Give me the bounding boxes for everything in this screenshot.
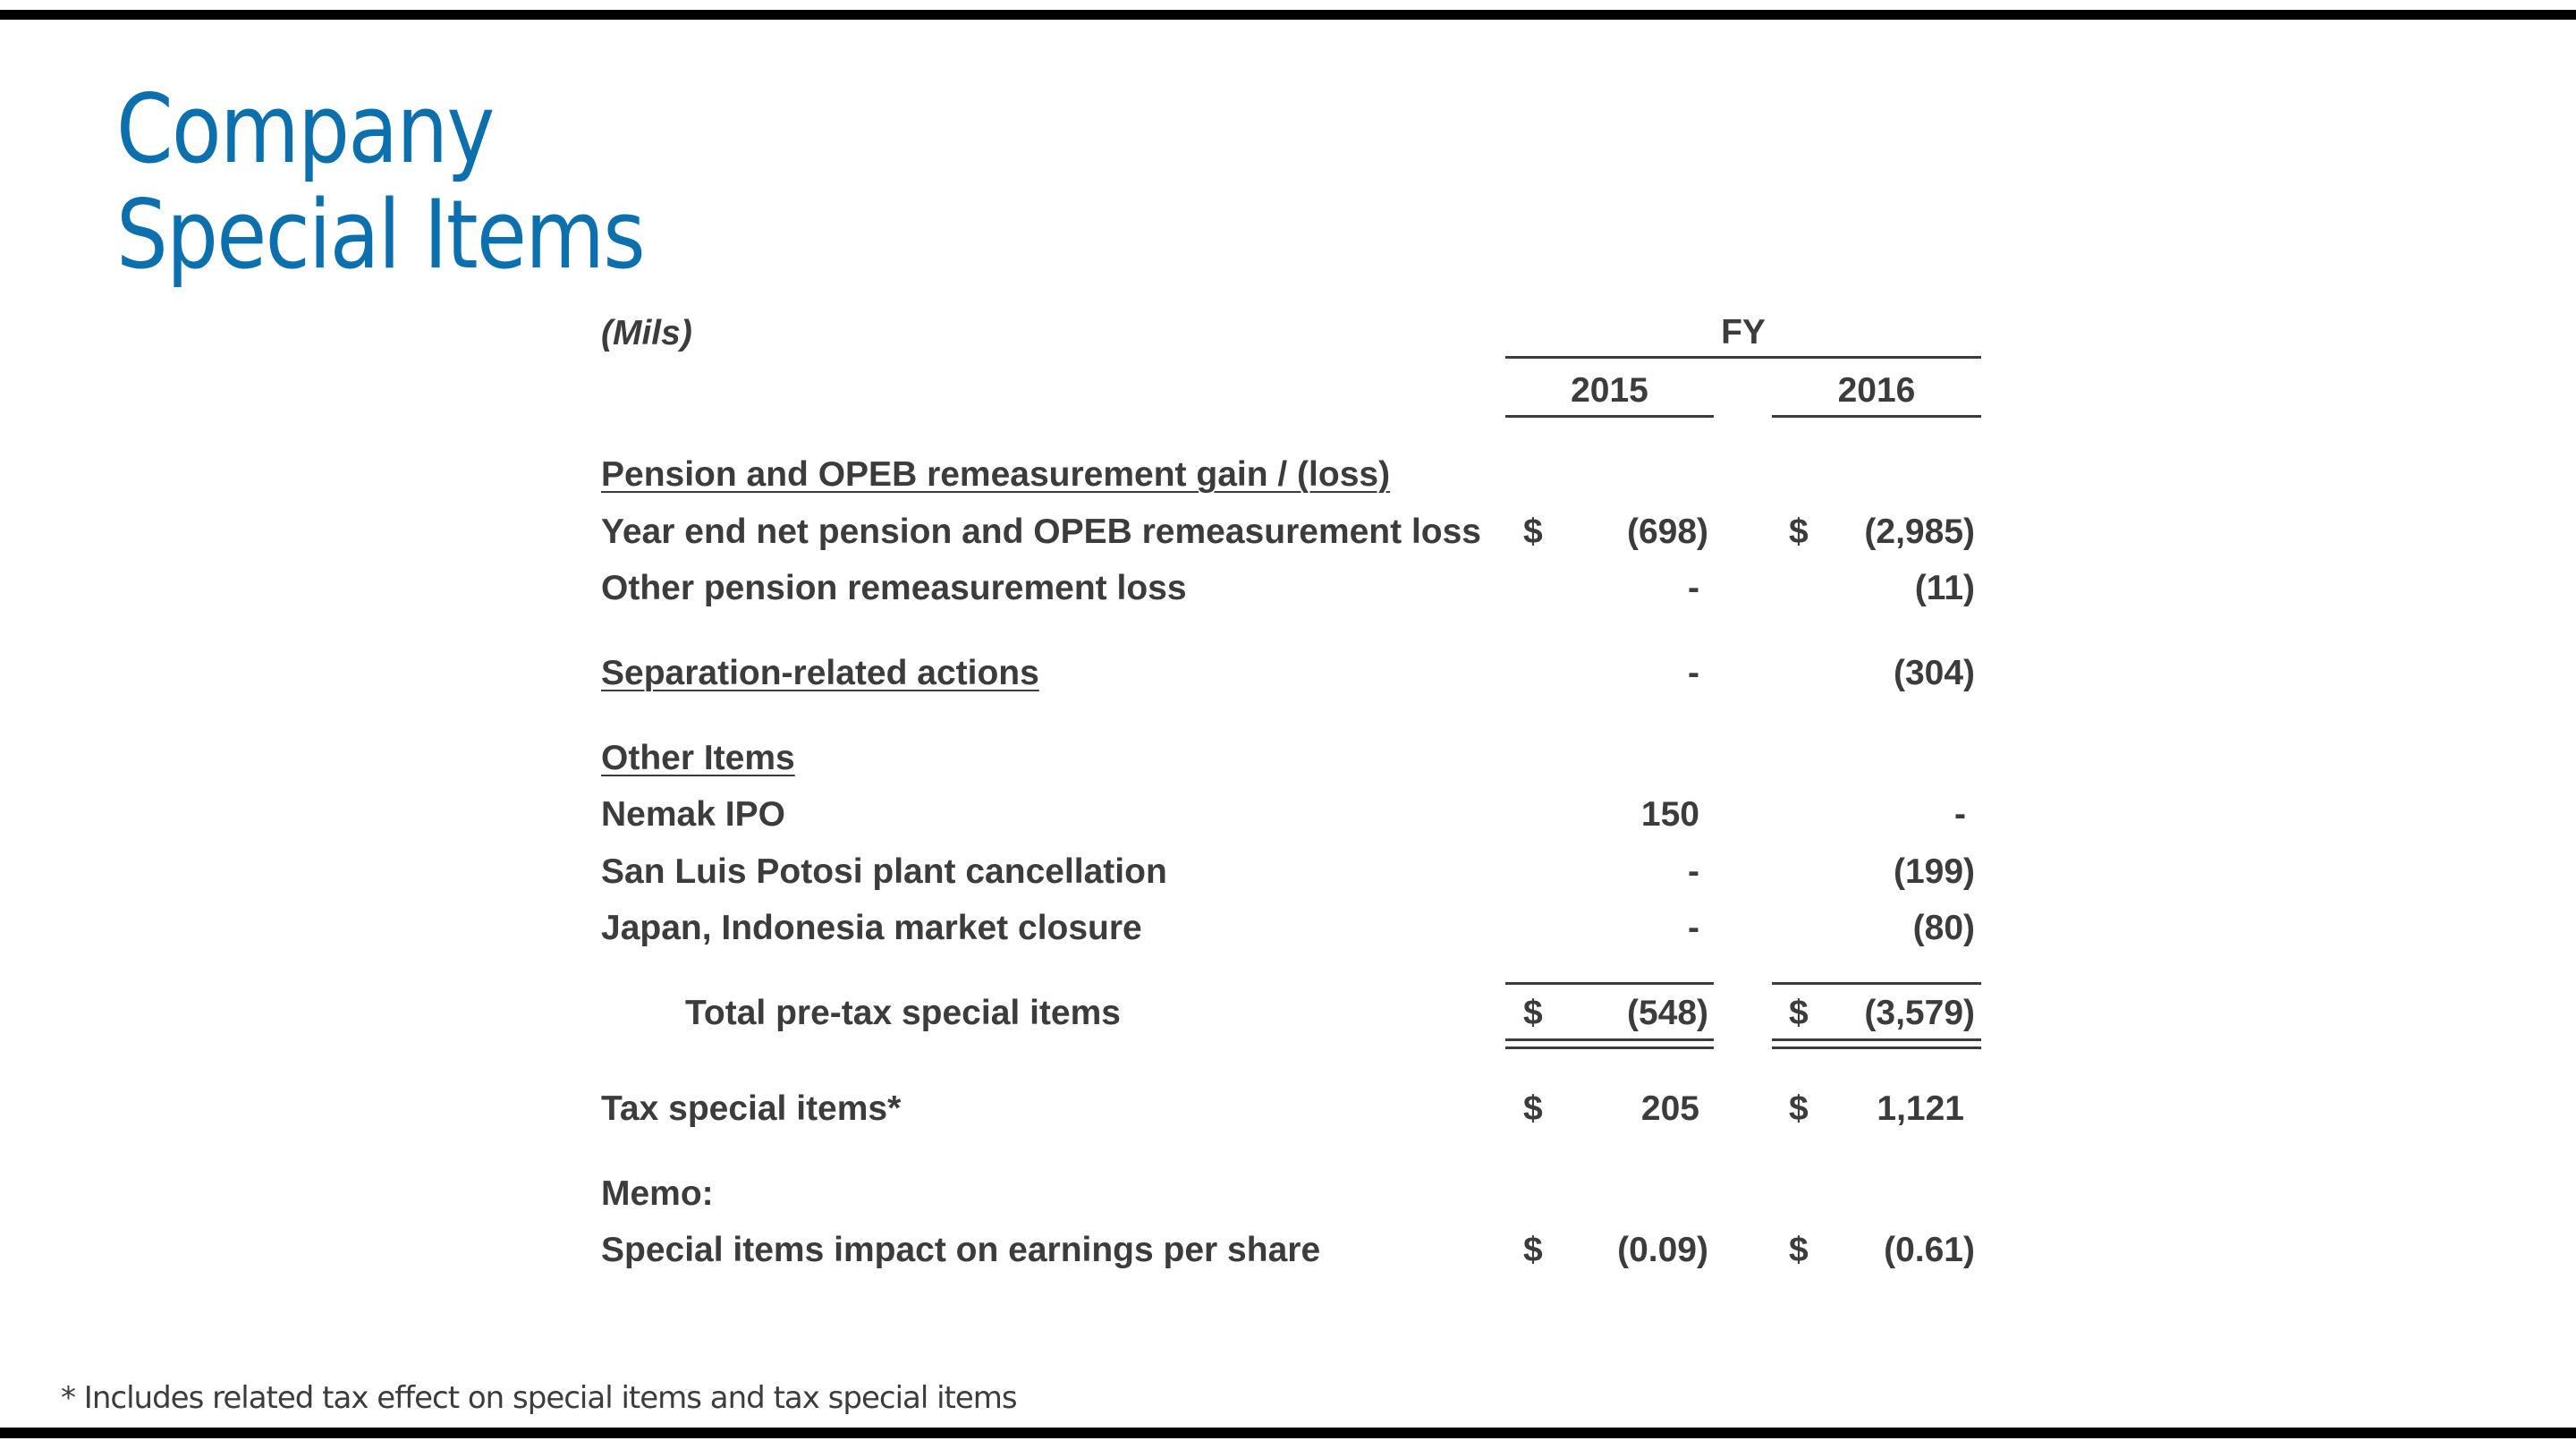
other-items-section-header: Other Items [601, 739, 795, 777]
currency-symbol: $ [1789, 513, 1809, 551]
row-nemak-label: Nemak IPO [601, 795, 785, 834]
row-year-end-pension-label: Year end net pension and OPEB remeasurement loss [601, 513, 1481, 551]
row-other-pension-2015: - [1688, 569, 1699, 607]
pension-section-header: Pension and OPEB remeasurement gain / (loss) [601, 455, 1391, 494]
total-top-rule-2016 [1772, 982, 1981, 985]
currency-symbol: $ [1523, 1089, 1543, 1128]
row-year-end-pension-2016: (2,985) [1864, 513, 1975, 551]
units-label: (Mils) [601, 314, 692, 352]
row-year-end-pension-2015: (698) [1626, 513, 1708, 551]
row-san-luis-2016: (199) [1893, 852, 1975, 891]
fy-header-rule [1505, 356, 1981, 359]
total-double-rule-2015-b [1505, 1046, 1714, 1049]
row-tax-2016: 1,121 [1877, 1089, 1964, 1128]
page-title-line-1: Company [116, 74, 494, 184]
row-total-2015: (548) [1626, 994, 1708, 1032]
currency-symbol: $ [1789, 994, 1809, 1032]
row-other-pension-2016: (11) [1914, 569, 1975, 607]
row-nemak-2016: - [1954, 795, 1966, 834]
row-nemak-2015: 150 [1640, 795, 1699, 834]
currency-symbol: $ [1789, 1089, 1809, 1128]
currency-symbol: $ [1523, 513, 1543, 551]
total-top-rule-2015 [1505, 982, 1714, 985]
total-double-rule-2016-a [1772, 1038, 1981, 1041]
row-tax-2015: 205 [1640, 1089, 1699, 1128]
currency-symbol: $ [1523, 1231, 1543, 1269]
row-tax-label: Tax special items* [601, 1089, 902, 1128]
row-separation-2016: (304) [1893, 654, 1975, 692]
row-japan-label: Japan, Indonesia market closure [601, 909, 1142, 947]
currency-symbol: $ [1789, 1231, 1809, 1269]
row-japan-2016: (80) [1912, 909, 1975, 947]
memo-header: Memo: [601, 1174, 714, 1213]
row-san-luis-2015: - [1688, 852, 1699, 891]
year-2016-rule [1772, 415, 1981, 418]
bottom-border-bar [0, 1428, 2576, 1438]
row-japan-2015: - [1688, 909, 1699, 947]
row-eps-2015: (0.09) [1617, 1231, 1708, 1269]
fy-header: FY [1721, 313, 1766, 352]
year-2015-rule [1505, 415, 1714, 418]
row-san-luis-label: San Luis Potosi plant cancellation [601, 852, 1167, 891]
page-title-line-2: Special Items [116, 180, 645, 290]
row-total-label: Total pre-tax special items [685, 994, 1121, 1032]
footnote: * Includes related tax effect on special items and tax special items [61, 1380, 1017, 1416]
total-double-rule-2015-a [1505, 1038, 1714, 1041]
top-border-bar [0, 10, 2576, 20]
row-eps-label: Special items impact on earnings per share [601, 1231, 1321, 1269]
page-title [116, 74, 645, 290]
row-other-pension-label: Other pension remeasurement loss [601, 569, 1187, 607]
row-total-2016: (3,579) [1864, 994, 1975, 1032]
row-separation-2015: - [1688, 654, 1699, 692]
currency-symbol: $ [1523, 994, 1543, 1032]
total-double-rule-2016-b [1772, 1046, 1981, 1049]
year-header-2016: 2016 [1837, 371, 1916, 410]
separation-section-header: Separation-related actions [601, 654, 1039, 692]
year-header-2015: 2015 [1571, 371, 1648, 410]
row-eps-2016: (0.61) [1884, 1231, 1975, 1269]
